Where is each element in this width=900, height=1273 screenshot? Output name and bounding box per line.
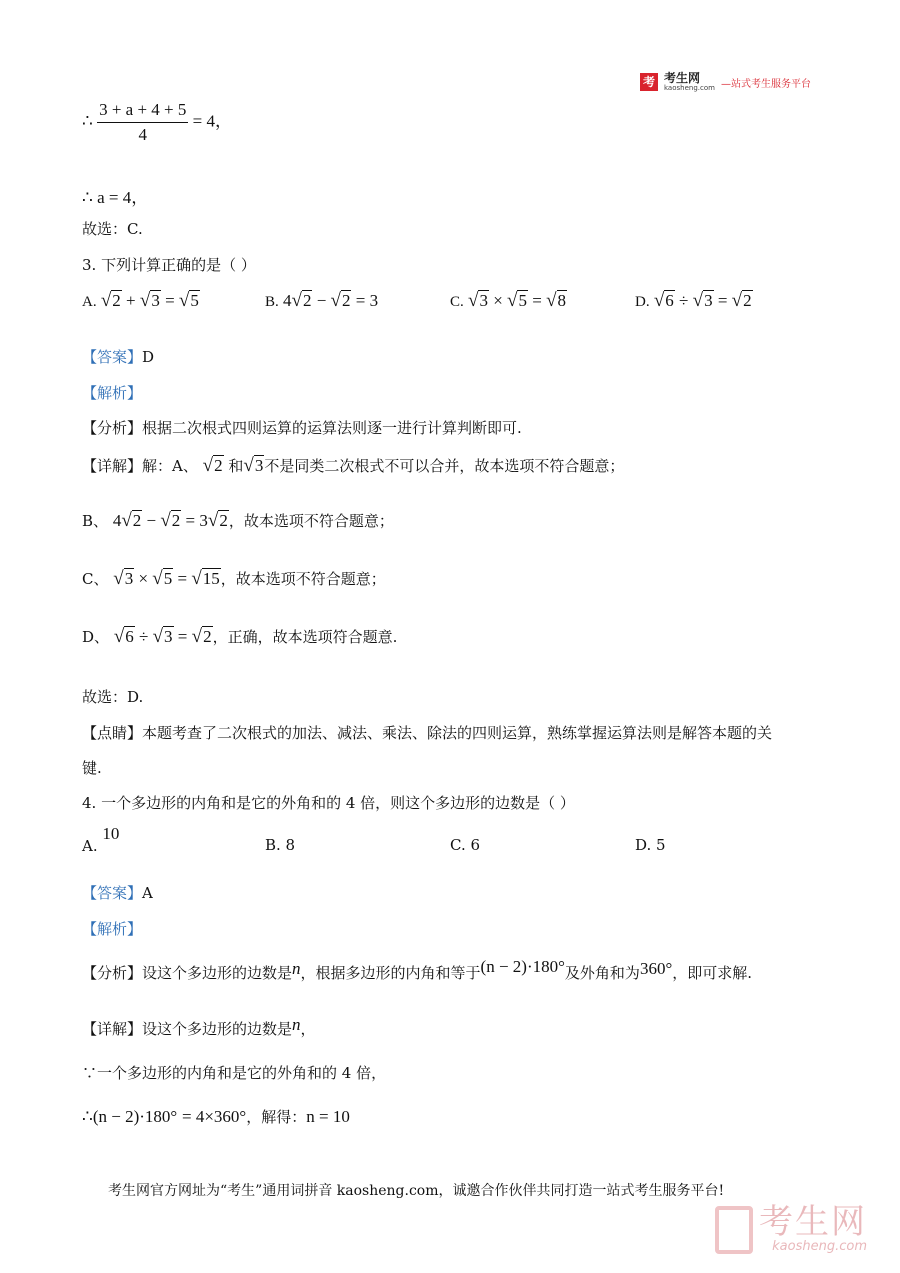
watermark	[715, 1202, 867, 1254]
answer-tag: 【答案】	[82, 884, 143, 902]
xj-c-prefix: C、	[82, 570, 109, 588]
var-n: n	[292, 959, 301, 978]
therefore-symbol: ∴	[82, 1107, 93, 1126]
therefore-symbol: ∴	[82, 111, 93, 131]
q4-fenxi	[82, 957, 753, 983]
q3-xiangjie-a: 【详解】解：A、 √2 和√3不是同类二次根式不可以合并，故本选项不符合题意；	[82, 455, 625, 476]
q3-answer	[82, 346, 154, 367]
fraction-denominator: 4	[138, 125, 147, 144]
xiangjie-tag: 【详解】	[82, 1020, 143, 1038]
solution-lhs: (n − 2)·180°	[92, 1107, 178, 1126]
sqrt-2: √2	[100, 290, 121, 311]
solution-result: n = 10	[306, 1107, 350, 1126]
fraction-equals: = 4	[192, 111, 215, 131]
dianjing-text-1: 本题考查了二次根式的加法、减法、乘法、除法的四则运算，熟练掌握运算法则是解答本题的关	[142, 724, 773, 742]
watermark-logo-icon	[715, 1206, 753, 1254]
q4-xiangjie	[82, 1015, 316, 1039]
q3-choose: 故选：D.	[82, 688, 144, 706]
watermark-name: 考生网	[759, 1202, 867, 1242]
q4-stem: 4. 一个多边形的内角和是它的外角和的 4 倍，则这个多边形的边数是（ ）	[82, 794, 575, 812]
sqrt-3: √3	[139, 290, 160, 311]
xj-b-suffix: ，故本选项不符合题意；	[228, 512, 394, 530]
q4-option-a-label: A.	[82, 837, 98, 855]
prev-fraction-line	[82, 100, 232, 145]
therefore-symbol-2: ∴	[82, 188, 93, 207]
q4-option-c: C. 6	[450, 836, 481, 854]
kaosheng-logo-icon: 考	[640, 73, 658, 91]
q3-option-b: B. 4√2 − √2 = 3	[265, 290, 379, 311]
dianjing-tag: 【点睛】	[82, 724, 143, 742]
q4-option-b: B. 8	[265, 836, 296, 854]
q3-option-a-label: A.	[82, 294, 97, 310]
q4-solution	[82, 1106, 350, 1127]
logo-url: kaosheng.com	[664, 84, 715, 92]
xj-1-end: ，	[300, 1020, 316, 1038]
footer-text: 考生网官方网址为“考生”通用词拼音 kaosheng.com，诚邀合作伙伴共同打造一站式考生服务平台!	[108, 1183, 725, 1199]
q3-xiangjie-b: B、 4√2 − √2 = 3√2，故本选项不符合题意；	[82, 510, 394, 531]
fenxi-3: 及外角和为	[564, 964, 640, 982]
header-logo	[640, 72, 811, 92]
q3-option-d: D. √6 ÷ √3 = √2	[635, 290, 752, 311]
comma: ，	[131, 188, 149, 207]
q3-option-a: A. √2 + √3 = √5	[82, 290, 199, 311]
fenxi-tag: 【分析】	[82, 419, 143, 437]
fenxi-tag: 【分析】	[82, 964, 143, 982]
q3-xiangjie-d: D、 √6 ÷ √3 = √2，正确，故本选项符合题意.	[82, 626, 398, 647]
q3-option-c: C. √3 × √5 = √8	[450, 290, 567, 311]
fenxi-1: 设这个多边形的边数是	[142, 964, 293, 982]
q3-option-d-label: D.	[635, 294, 650, 310]
prev-choose: 故选：C.	[82, 220, 143, 238]
q4-option-d: D. 5	[635, 836, 666, 854]
xj-a-and: 和	[228, 457, 244, 475]
q3-fenxi	[82, 417, 522, 438]
fenxi-text: 根据二次根式四则运算的运算法则逐一进行计算判断即可.	[142, 419, 522, 437]
xj-1: 设这个多边形的边数是	[142, 1020, 293, 1038]
a-equals: a = 4	[97, 188, 132, 207]
solve-label: ，解得：	[246, 1108, 307, 1126]
answer-value: A	[142, 884, 153, 902]
fenxi-2: ，根据多边形的内角和等于	[300, 964, 481, 982]
xj-c-suffix: ，故本选项不符合题意；	[220, 570, 386, 588]
var-n-2: n	[292, 1015, 301, 1034]
q3-stem: 3. 下列计算正确的是（ ）	[82, 256, 256, 274]
fraction-comma: ，	[214, 111, 232, 131]
q3-xiangjie-c: C、 √3 × √5 = √15，故本选项不符合题意；	[82, 568, 386, 589]
xj-a-prefix: 解：A、	[142, 457, 198, 475]
q3-dianjing-2: 键.	[82, 759, 102, 777]
xj-d-suffix: ，正确，故本选项符合题意.	[212, 628, 398, 646]
q3-option-c-label: C.	[450, 294, 464, 310]
xj-d-prefix: D、	[82, 628, 110, 646]
fenxi-4: ，即可求解.	[672, 964, 753, 982]
answer-value: D	[142, 348, 155, 366]
xiangjie-tag: 【详解】	[82, 457, 143, 475]
logo-name: 考生网	[664, 71, 701, 85]
q4-because: ∵一个多边形的内角和是它的外角和的 4 倍，	[82, 1064, 387, 1082]
q3-dianjing-1	[82, 722, 772, 743]
q3-analysis-tag: 【解析】	[82, 384, 143, 402]
angle-expr: (n − 2)·180°	[480, 957, 565, 976]
answer-tag: 【答案】	[82, 348, 143, 366]
prev-a-line	[82, 183, 148, 208]
watermark-url: kaosheng.com	[772, 1239, 867, 1254]
q4-option-a	[82, 824, 120, 856]
q4-answer	[82, 882, 153, 903]
q3-option-b-label: B.	[265, 294, 279, 310]
q4-analysis-tag: 【解析】	[82, 920, 143, 938]
logo-slogan: —站式考生服务平台	[720, 78, 811, 90]
fraction-numerator: 3 + a + 4 + 5	[97, 100, 188, 123]
mean-fraction	[97, 100, 188, 145]
q4-option-a-value: 10	[102, 824, 120, 843]
angle-360: 360°	[639, 959, 673, 978]
solution-rhs: = 4×360°	[181, 1107, 247, 1126]
sqrt-5: √5	[178, 290, 199, 311]
xj-a-suffix: 不是同类二次根式不可以合并，故本选项不符合题意；	[264, 457, 625, 475]
xj-b-prefix: B、	[82, 512, 109, 530]
